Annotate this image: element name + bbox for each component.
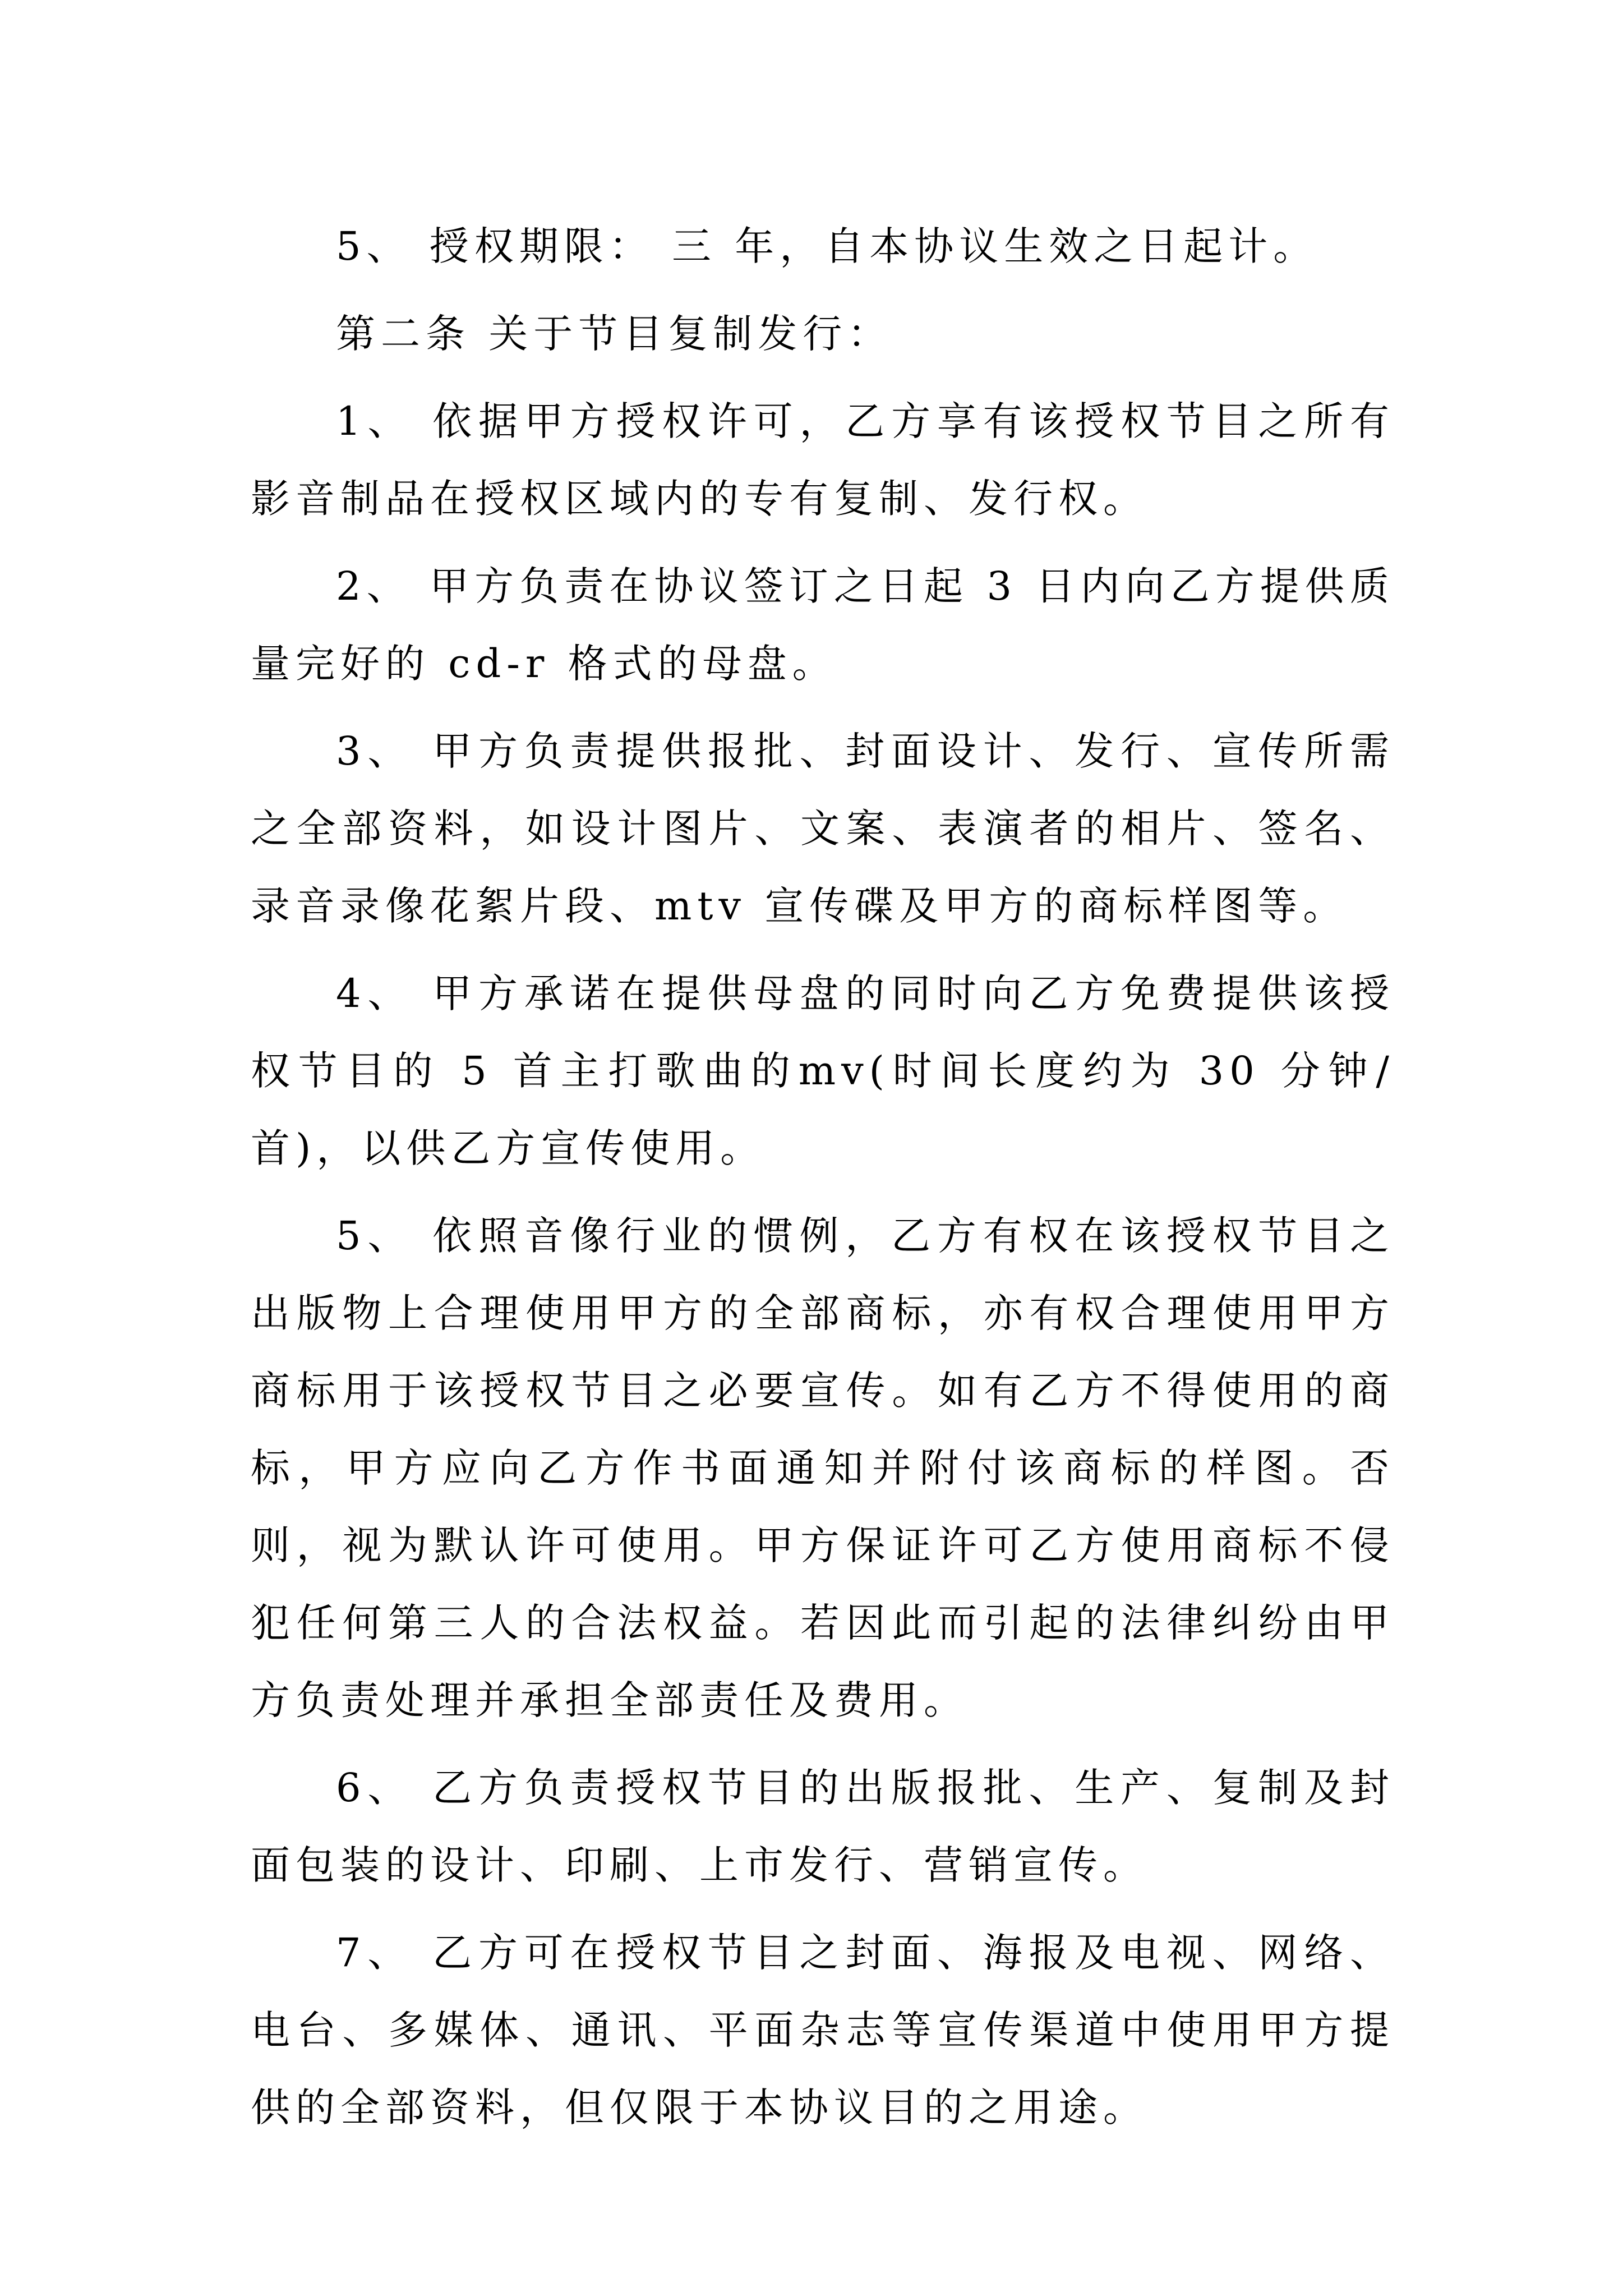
paragraph-clause-5: 5、 依照音像行业的惯例，乙方有权在该授权节目之出版物上合理使用甲方的全部商标，亦有权合理使用甲方商标用于该授权节目之必要宣传。如有乙方不得使用的商标，甲方应向乙方作书面通知并附付该商标的样图。否则，视为默认许可使用。甲方保证许可乙方使用商标不侵犯任何第三人的合法权益。若因此而引起的法律纠纷由甲方负责处理并承担全部责任及费用。 xyxy=(251,1213,1395,1723)
paragraph-clause-3: 3、 甲方负责提供报批、封面设计、发行、宣传所需之全部资料，如设计图片、文案、表演者的相片、签名、录音录像花絮片段、mtv 宣传碟及甲方的商标样图等。 xyxy=(251,728,1395,929)
paragraph-clause-1: 1、 依据甲方授权许可，乙方享有该授权节目之所有影音制品在授权区域内的专有复制、发行权。 xyxy=(251,398,1395,522)
paragraph-clause-7: 7、 乙方可在授权节目之封面、海报及电视、网络、电台、多媒体、通讯、平面杂志等宣传渠道中使用甲方提供的全部资料，但仅限于本协议目的之用途。 xyxy=(251,1930,1395,2131)
paragraph-clause-4: 4、 甲方承诺在提供母盘的同时向乙方免费提供该授权节目的 5 首主打歌曲的mv(时间长度约为 30 分钟/首)，以供乙方宣传使用。 xyxy=(251,970,1395,1171)
paragraph-clause-2: 2、 甲方负责在协议签订之日起 3 日内向乙方提供质量完好的 cd-r 格式的母盘。 xyxy=(251,563,1395,687)
paragraph-clause-6: 6、 乙方负责授权节目的出版报批、生产、复制及封面包装的设计、印刷、上市发行、营销宣传。 xyxy=(251,1765,1395,1888)
article-heading-2: 第二条 关于节目复制发行： xyxy=(336,311,893,357)
paragraph-term-duration: 5、 授权期限： 三 年，自本协议生效之日起计。 xyxy=(336,223,1318,269)
document-body xyxy=(251,208,1395,2156)
